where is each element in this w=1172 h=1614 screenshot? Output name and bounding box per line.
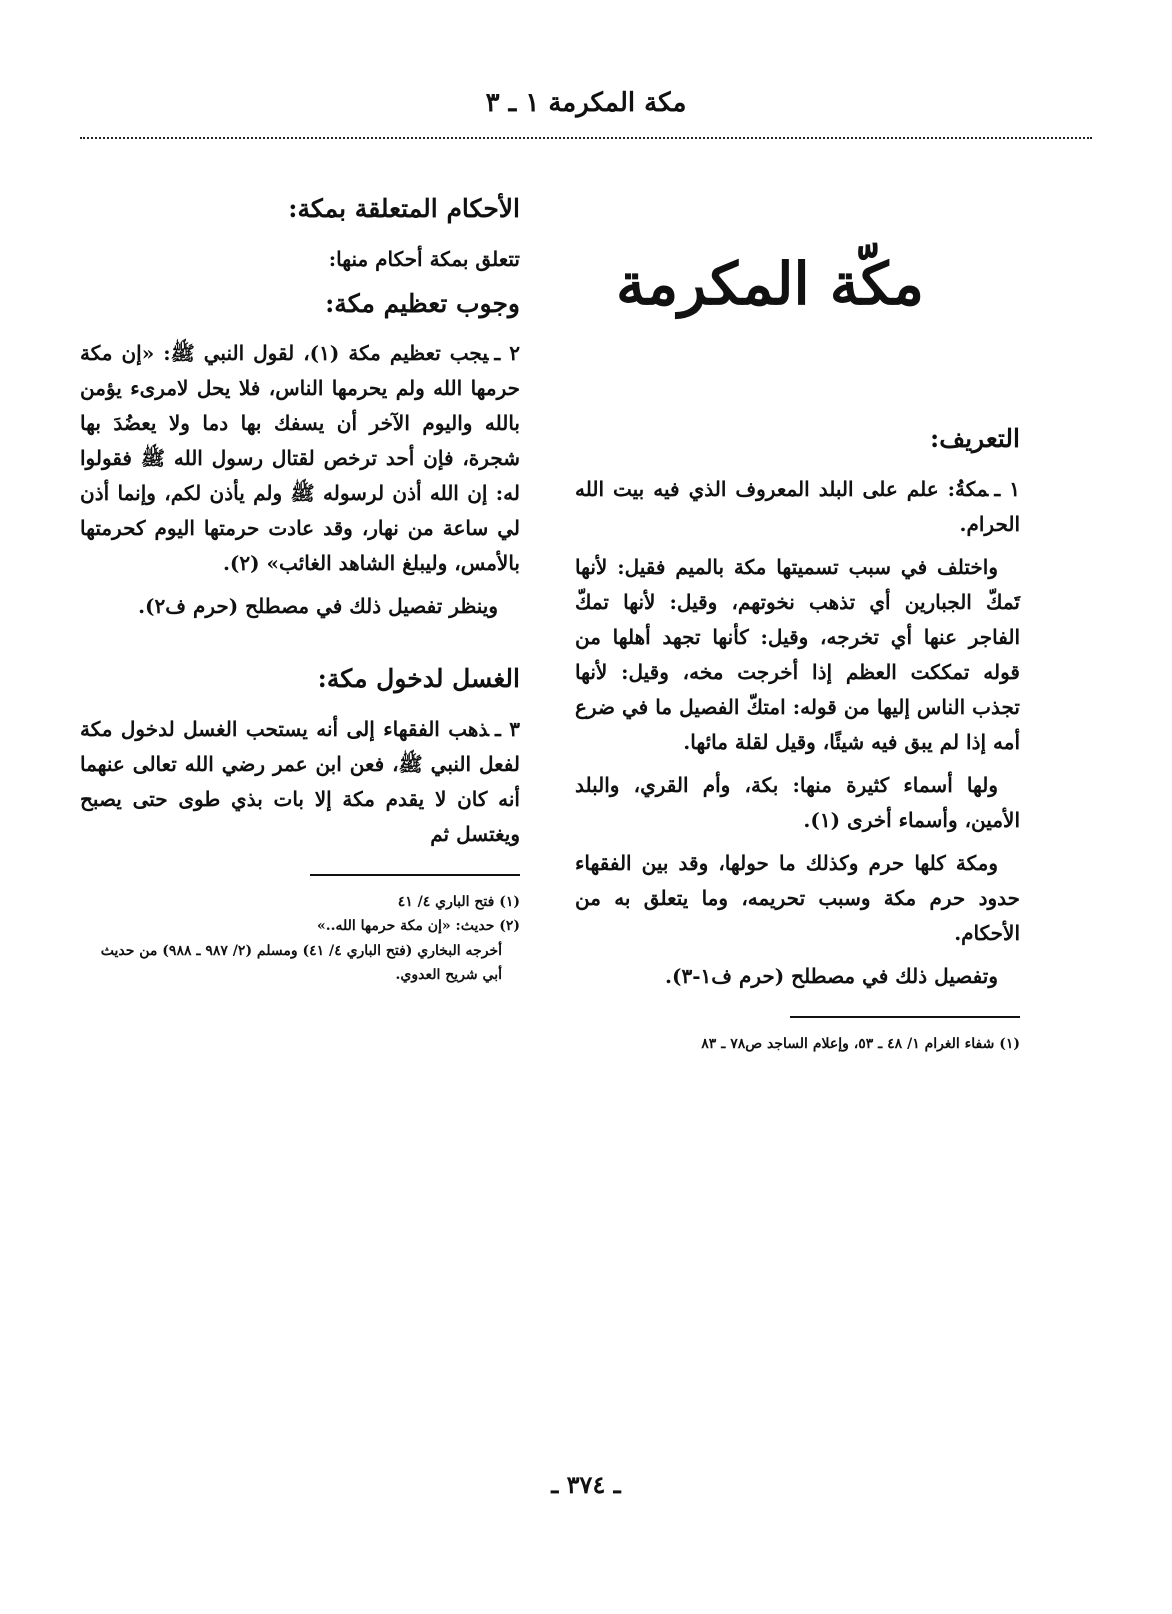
heading-ghusl: الغسل لدخول مكة: [317,664,520,693]
spacer [80,632,520,660]
paragraph-text: ذهب الفقهاء إلى أنه يستحب الغسل لدخول مكة لفعل النبي ﷺ، فعن ابن عمر رضي الله تعالى عنهما أنه كان لا يقدم مكة إلا بات بذي طوى حتى يصبح ويغتسل ثم [80,716,520,846]
paragraph-2: واختلف في سبب تسميتها مكة بالميم فقيل: لأنها تَمكّ الجبارين أي تذهب نخوتهم، وقيل: لأنها تمكّ الفاجر عنها أي تخرجه، وقيل: كأنها تجهد أهلها من قوله تمككت العظم إذا أخرجت مخه، وقيل: لأنها تجذب الناس إليها من قوله: امتكّ الفصيل ما في ضرع أمه إذا لم يبق فيه شيئًا، وقيل لقلة مائها. [575,554,1020,754]
paragraph-text: مكةُ: علم على البلد المعروف الذي فيه بيت الله الحرام. [575,476,1020,536]
footnote-rule [790,1016,1020,1018]
paragraph-2b: وينظر تفصيل ذلك في مصطلح (حرم ف٢). [138,594,498,618]
paragraph-3 [80,712,520,852]
paragraph-4: ومكة كلها حرم وكذلك ما حولها، وقد بين الفقهاء حدود حرم مكة وسبب تحريمه، وما يتعلق به من الأحكام. [575,850,1020,945]
paragraph-3: ولها أسماء كثيرة منها: بكة، وأم القري، والبلد الأمين، وأسماء أخرى (١). [575,772,1020,832]
paragraph-1 [575,472,1020,542]
heading-rulings: الأحكام المتعلقة بمكة: [288,194,520,223]
footnote-2: (٢) حديث: «إن مكة حرمها الله..» [316,918,520,934]
paragraph-2 [80,336,520,581]
right-column [575,420,1020,1056]
running-head: مكة المكرمة ١ ـ ٣ [485,88,687,118]
paragraph-number: ١ ـ [994,476,1020,501]
paragraph-text: يجب تعظيم مكة (١)، لقول النبي ﷺ: «إن مكة حرمها الله ولم يحرمها الناس، فلا يحل لامرىء يؤمن بالله واليوم الآخر أن يسفك بها دما ولا يعضُدَ بها شجرة، فإن أحد ترخص لقتال رسول الله ﷺ فقولوا له: إن الله أذن لرسوله ﷺ ولم يأذن لكم، وإنما أذن لي ساعة من نهار، وقد عادت حرمتها اليوم كحرمتها بالأمس، وليبلغ الشاهد الغائب» (٢). [80,341,520,575]
page-number: ـ ٣٧٤ ـ [551,1470,621,1499]
footnote-1: (١) شفاء الغرام ١/ ٤٨ ـ ٥٣، وإعلام الساجد ص٧٨ ـ ٨٣ [701,1035,1020,1052]
footnote-2-source: أخرجه البخاري (فتح الباري ٤/ ٤١) ومسلم (٢/ ٩٨٧ ـ ٩٨٨) من حديث أبي شريح العدوي. [100,942,502,983]
entry-title: مكّة المكرمة [616,250,924,318]
paragraph-number: ٣ ـ [494,716,520,741]
heading-definition: التعريف: [929,424,1020,453]
footnote-1: (١) فتح الباري ٤/ ٤١ [397,893,520,910]
intro-text: تتعلق بمكة أحكام منها: [328,246,520,271]
heading-veneration: وجوب تعظيم مكة: [325,288,520,318]
paragraph-5: وتفصيل ذلك في مصطلح (حرم ف١-٣). [665,963,998,988]
paragraph-number: ٢ ـ [494,341,520,365]
left-column [80,190,520,988]
header-dotted-rule [80,137,1092,139]
footnote-rule [310,874,520,876]
